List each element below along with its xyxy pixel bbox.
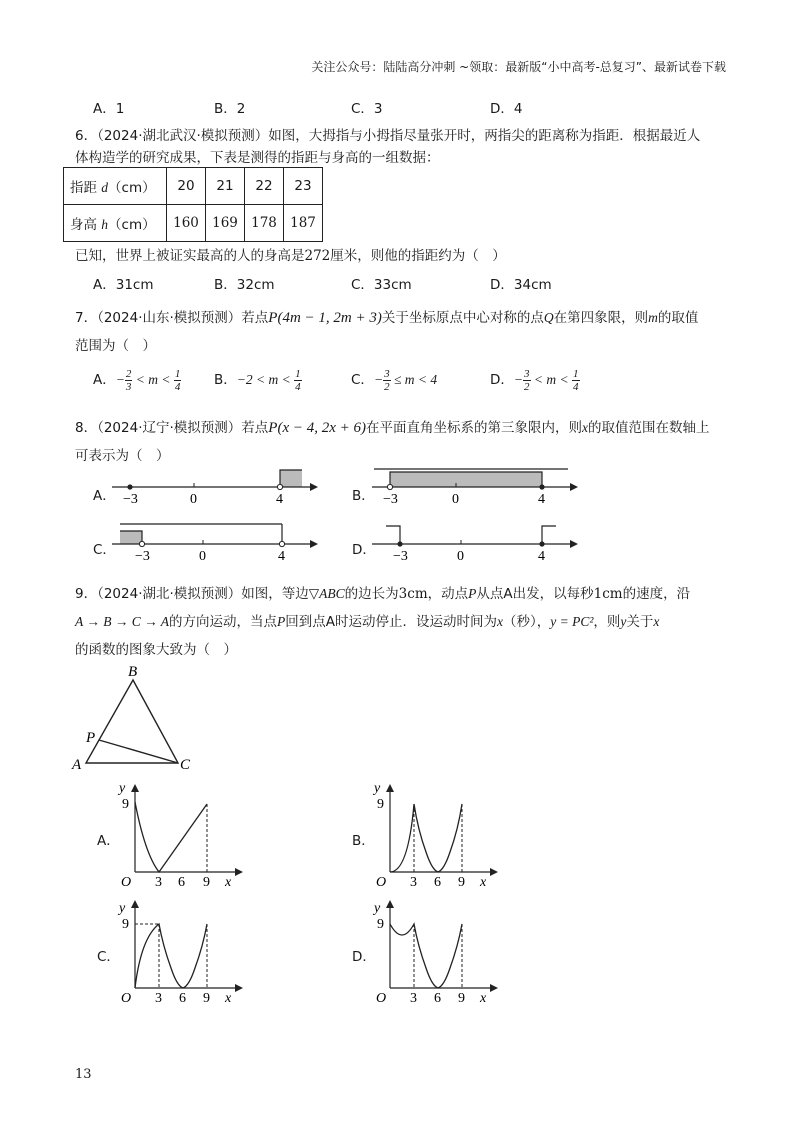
q9-x: x xyxy=(497,614,504,629)
sign: − xyxy=(373,372,384,387)
denominator: 4 xyxy=(295,381,301,394)
q6-option-a: A．31cm xyxy=(93,277,154,293)
page-number: 13 xyxy=(75,1067,92,1082)
q9-p: P xyxy=(468,586,477,601)
function-curve xyxy=(135,924,207,988)
tick-label: 4 xyxy=(538,492,545,507)
denominator: 2 xyxy=(384,381,390,394)
axis-arrow xyxy=(310,483,318,491)
table-cell: 20 xyxy=(167,168,206,205)
q7-m: m xyxy=(648,310,658,325)
q6-option-b: B．32cm xyxy=(214,277,275,293)
hollow-point xyxy=(387,484,392,489)
solid-point xyxy=(127,484,132,489)
q8-text-b: 在平面直角坐标系的第三象限内，则 xyxy=(366,420,582,436)
y-tick-label: 9 xyxy=(122,797,129,812)
inequality: −2 < m < xyxy=(236,372,291,387)
q7-option-a xyxy=(93,368,181,393)
function-curve xyxy=(390,924,462,988)
tick-label: 4 xyxy=(278,549,285,564)
q7-option-c xyxy=(351,368,437,393)
q6-option-d: D．34cm xyxy=(490,277,552,293)
q9-text-g: 回到点A时运动停止．设运动时间为 xyxy=(285,614,498,630)
q9-graph-b-label: B． xyxy=(352,833,375,849)
sign: − xyxy=(513,372,524,387)
origin-label: O xyxy=(121,875,132,890)
row-label: 指距 xyxy=(70,180,97,196)
y-arrow xyxy=(131,900,139,908)
numerator: 1 xyxy=(174,368,181,381)
triangle-figure xyxy=(68,660,208,775)
row-label: 身高 xyxy=(70,217,97,233)
fraction xyxy=(125,368,133,393)
sign: − xyxy=(115,372,125,387)
shaded-region xyxy=(390,472,542,487)
q8-option-b-label: B． xyxy=(352,488,375,504)
q9-line3: 的函数的图象大致为（ ） xyxy=(75,642,237,658)
q9-text-i: ，则 xyxy=(593,614,621,630)
vertex-label: A xyxy=(72,757,82,773)
q7-option-d xyxy=(490,368,580,393)
x-arrow xyxy=(490,868,498,876)
page-header: 关注公众号：陆陆高分冲刺 ~领取：最新版“小中高考-总复习”、最新试卷下载 xyxy=(311,60,726,74)
row-unit: （cm） xyxy=(108,180,156,196)
q9-text-c: ，动点 xyxy=(427,586,469,602)
table-row xyxy=(64,205,323,242)
q6-line3 xyxy=(75,244,506,264)
y-label: y xyxy=(374,901,381,916)
table-cell: 21 xyxy=(206,168,245,205)
y-label: y xyxy=(374,782,381,796)
tick-label: −3 xyxy=(383,492,398,507)
tick-label: 0 xyxy=(190,492,197,507)
y-arrow xyxy=(131,784,139,792)
range-left-bracket xyxy=(386,526,400,544)
x-label: x xyxy=(480,875,487,890)
x-tick-label: 9 xyxy=(458,875,465,890)
numerator: 3 xyxy=(384,368,390,381)
q7-line2: 范围为（ ） xyxy=(75,338,156,354)
table-row xyxy=(64,168,323,205)
q8-line2: 可表示为（ ） xyxy=(75,448,170,464)
x-tick-label: 9 xyxy=(203,875,210,890)
tick-label: 4 xyxy=(538,549,545,564)
x-tick-label: 9 xyxy=(458,991,465,1006)
fraction xyxy=(294,368,302,393)
vertex-label: B xyxy=(128,664,138,680)
fraction xyxy=(174,368,182,393)
x-tick-label: 6 xyxy=(178,875,185,890)
q8-text-c: 的取值范围在数轴上 xyxy=(588,420,710,436)
q7-text-d: 的取值 xyxy=(657,310,699,326)
numerator: 1 xyxy=(573,368,579,381)
origin-label: O xyxy=(376,991,387,1006)
q9-graph-a-label: A． xyxy=(97,833,120,849)
x-tick-label: 6 xyxy=(434,991,441,1006)
q9-text-h: （秒）， xyxy=(503,614,551,630)
table-cell: 23 xyxy=(284,168,323,205)
q9-text: 9．（2024·湖北·模拟预测）如图，等边 xyxy=(75,586,309,602)
denominator: 3 xyxy=(125,381,132,394)
q6-line1: 6．（2024·湖北武汉·模拟预测）如图，大拇指与小拇指尽量张开时，两指尖的距离称为指距．根据最近人 xyxy=(75,128,701,144)
q6-line2: 体构造学的研究成果，下表是测得的指距与身高的一组数据： xyxy=(75,150,440,166)
q6-line3-text: 已知，世界上被证实最高的人的身高是 xyxy=(75,248,305,264)
q9-y: y xyxy=(620,614,627,629)
q7-text-b: 关于坐标原点中心对称的点 xyxy=(381,310,544,326)
origin-label: O xyxy=(376,875,387,890)
q8-option-a-label: A． xyxy=(93,488,116,504)
shaded-region xyxy=(280,470,302,487)
origin-label: O xyxy=(121,991,132,1006)
q8-option-c-label: C． xyxy=(93,542,116,558)
tick-label: −3 xyxy=(135,549,150,564)
solid-point xyxy=(539,541,544,546)
hollow-point xyxy=(139,541,144,546)
graph-b xyxy=(370,782,500,890)
x-arrow xyxy=(490,984,498,992)
tick-label: 4 xyxy=(276,492,283,507)
graph-a xyxy=(115,782,245,890)
solid-point xyxy=(539,484,544,489)
q5-option-d: D．4 xyxy=(490,101,523,117)
solid-point xyxy=(397,541,402,546)
q9-text-f: 的方向运动，当点 xyxy=(169,614,278,630)
tick-label: 0 xyxy=(457,549,464,564)
numerator: 2 xyxy=(125,368,132,381)
shaded-region xyxy=(120,531,142,544)
q9-text-d: 从点A出发，以每秒 xyxy=(476,586,594,602)
denominator: 4 xyxy=(174,381,181,394)
axis-arrow xyxy=(570,483,578,491)
x-label: x xyxy=(480,991,487,1006)
triangle-abc xyxy=(86,680,178,763)
axis-arrow xyxy=(310,540,318,548)
x-label: x xyxy=(225,991,232,1006)
fraction xyxy=(523,368,531,393)
x-tick-label: 3 xyxy=(410,991,417,1006)
y-label: y xyxy=(119,782,126,796)
q9-speed: 1cm xyxy=(593,586,623,602)
x-tick-label: 3 xyxy=(155,875,162,890)
q5-option-a: A．1 xyxy=(93,101,125,117)
number-line-d xyxy=(370,520,580,565)
vertex-label: C xyxy=(180,757,191,773)
graph-c xyxy=(115,898,245,1006)
table-cell: 22 xyxy=(245,168,284,205)
axis-arrow xyxy=(570,540,578,548)
row-var: h xyxy=(101,217,109,232)
option-label: D． xyxy=(490,372,514,388)
q6-data-table xyxy=(63,167,323,242)
row-label-span xyxy=(64,205,167,242)
option-label: B． xyxy=(214,372,237,388)
x-arrow xyxy=(235,868,243,876)
tick-label: −3 xyxy=(123,492,138,507)
fraction xyxy=(572,368,580,393)
vertex-label: P xyxy=(86,730,96,746)
table-cell: 178 xyxy=(245,205,284,242)
inequality: < m < xyxy=(533,372,569,387)
x-tick-label: 3 xyxy=(410,875,417,890)
q9-line1 xyxy=(75,582,690,602)
q7-q: Q xyxy=(543,310,554,325)
q7-option-b xyxy=(214,368,302,393)
hollow-point xyxy=(277,484,282,489)
y-arrow xyxy=(386,784,394,792)
q9-p: P xyxy=(277,614,286,629)
q8-text: 8．（2024·辽宁·模拟预测）若点 xyxy=(75,420,269,436)
number-line-b xyxy=(370,465,580,510)
hollow-point xyxy=(279,541,284,546)
tick-label: 0 xyxy=(452,492,459,507)
q5-option-b: B．2 xyxy=(214,101,246,117)
q6-height-value: 272 xyxy=(304,248,331,264)
number-line-c xyxy=(110,520,320,565)
option-label: A． xyxy=(93,372,116,388)
q9-graph-d-label: D． xyxy=(352,949,376,965)
y-tick-label: 9 xyxy=(377,917,384,932)
function-curve xyxy=(135,802,207,872)
q7-line1 xyxy=(75,306,698,327)
q9-triangle: ▽ABC xyxy=(308,586,345,601)
tick-label: 0 xyxy=(199,549,206,564)
q9-line2 xyxy=(75,610,659,630)
table-cell: 160 xyxy=(167,205,206,242)
q9-graph-c-label: C． xyxy=(97,949,120,965)
q8-line1 xyxy=(75,416,710,437)
q5-option-c: C．3 xyxy=(351,101,383,117)
table-cell: 169 xyxy=(206,205,245,242)
x-tick-label: 3 xyxy=(155,991,162,1006)
row-label-span xyxy=(64,168,167,205)
q7-text: 7．（2024·山东·模拟预测）若点 xyxy=(75,310,269,326)
x-tick-label: 6 xyxy=(179,991,186,1006)
q9-x: x xyxy=(653,614,660,629)
numerator: 3 xyxy=(524,368,530,381)
number-line-a xyxy=(110,465,320,510)
q9-side: 3cm xyxy=(398,586,428,602)
q8-x: x xyxy=(582,420,588,435)
numerator: 1 xyxy=(295,368,301,381)
fraction xyxy=(383,368,391,393)
x-tick-label: 6 xyxy=(434,875,441,890)
y-label: y xyxy=(119,901,126,916)
row-unit: （cm） xyxy=(108,217,156,233)
row-var: d xyxy=(101,180,109,195)
q7-point: P(4m − 1, 2m + 3) xyxy=(268,310,382,326)
x-label: x xyxy=(225,875,232,890)
y-tick-label: 9 xyxy=(122,917,129,932)
q9-path: A → B → C → A xyxy=(75,614,170,629)
q8-point: P(x − 4, 2x + 6) xyxy=(268,420,366,436)
segment-pc xyxy=(99,740,178,763)
range-right-bracket xyxy=(542,526,556,544)
q6-option-c: C．33cm xyxy=(351,277,412,293)
q9-formula: y = PC² xyxy=(550,614,594,629)
inequality: < m < xyxy=(135,372,171,387)
y-arrow xyxy=(386,900,394,908)
q9-text-e: 的速度，沿 xyxy=(622,586,691,602)
tick-label: −3 xyxy=(393,549,408,564)
q8-option-d-label: D． xyxy=(352,542,376,558)
q9-text-b: 的边长为 xyxy=(344,586,399,602)
function-curve xyxy=(390,804,462,872)
x-tick-label: 9 xyxy=(203,991,210,1006)
q9-text-j: 关于 xyxy=(626,614,654,630)
denominator: 2 xyxy=(524,381,530,394)
option-label: C． xyxy=(351,372,374,388)
y-tick-label: 9 xyxy=(377,797,384,812)
q6-line3-text-b: 厘米，则他的指距约为（ ） xyxy=(330,248,506,264)
x-arrow xyxy=(235,984,243,992)
table-cell: 187 xyxy=(284,205,323,242)
inequality: ≤ m < 4 xyxy=(393,372,438,387)
denominator: 4 xyxy=(573,381,579,394)
q7-text-c: 在第四象限，则 xyxy=(553,310,649,326)
graph-d xyxy=(370,898,500,1006)
